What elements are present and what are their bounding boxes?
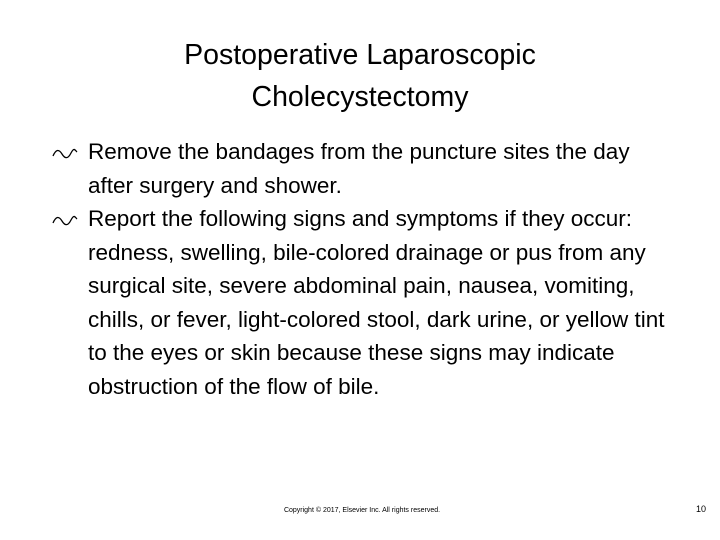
wave-bullet-icon xyxy=(52,148,78,160)
page-number: 10 xyxy=(695,504,706,514)
bullet-list xyxy=(52,135,672,403)
bullet-text: Remove the bandages from the puncture sites the day after surgery and shower. xyxy=(88,139,630,198)
bullet-text: Report the following signs and symptoms if they occur: redness, swelling, bile-colored drainage or pus from any surgical site, severe abdominal pain, nausea, vomiting, chills, or fever, light-colored stool, dark urine, or yellow tint to the eyes or skin because these signs may indicate obstruction of the flow of bile. xyxy=(88,206,665,399)
slide-title xyxy=(60,34,660,118)
bullet-item xyxy=(52,135,672,202)
slide-title-line-2: Cholecystectomy xyxy=(251,81,469,113)
slide-title-line-1: Postoperative Laparoscopic xyxy=(184,39,536,71)
wave-bullet-icon xyxy=(52,215,78,227)
bullet-item xyxy=(52,202,672,403)
copyright-footer: Copyright © 2017, Elsevier Inc. All rights reserved. xyxy=(283,507,441,514)
